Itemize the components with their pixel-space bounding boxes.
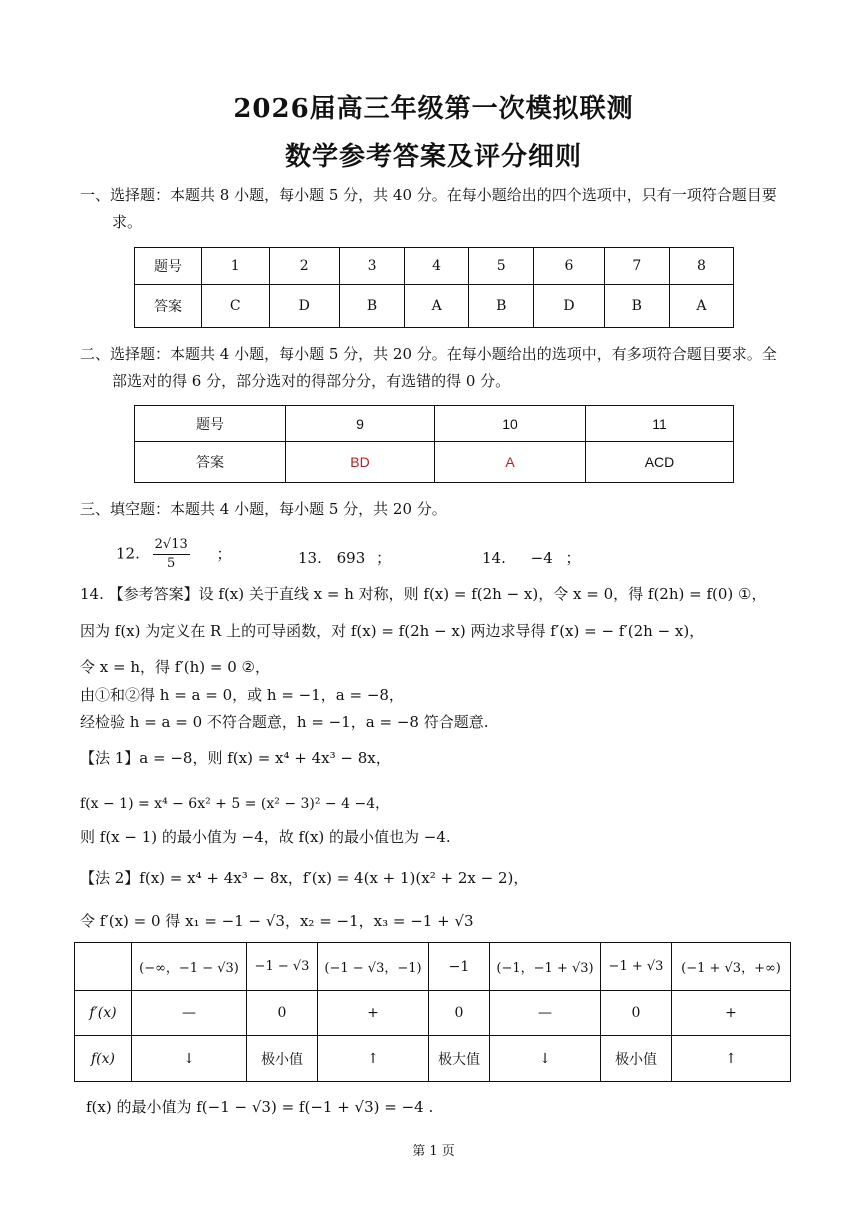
separator: ； — [376, 549, 392, 567]
solution-line: 因为 f(x) 为定义在 R 上的可导函数，对 f(x) = f(2h − x) 两边求导得 f′(x) = − f′(2h − x)， — [80, 622, 705, 640]
fraction — [153, 536, 190, 573]
table-cell: BD — [286, 442, 435, 483]
table-cell: ↑ — [672, 1036, 791, 1082]
page-title: 2026届高三年级第一次模拟联测 — [233, 94, 634, 124]
table-cell: 8 — [669, 248, 733, 285]
table-cell: — — [490, 991, 601, 1036]
table-cell: B — [469, 285, 534, 328]
table-cell: C — [202, 285, 270, 328]
table-row-label: f(x) — [75, 1036, 132, 1082]
fill-answer-13 — [298, 547, 391, 568]
table-header-cell: 答案 — [135, 442, 286, 483]
fill-answer-12 — [116, 536, 232, 573]
variation-table — [74, 942, 791, 1082]
method-1-expansion: f(x − 1) = x⁴ − 6x² + 5 = (x² − 3)² − 4 −4， — [80, 796, 390, 812]
table-header-cell: 题号 — [135, 248, 202, 285]
table-header-cell — [75, 943, 132, 991]
answer-value: 693 — [336, 549, 366, 567]
table-cell: 5 — [469, 248, 534, 285]
table-cell: 9 — [286, 406, 435, 442]
solution-line: 经检验 h = a = 0 不符合题意，h = −1，a = −8 符合题意. — [80, 713, 489, 731]
fraction-numerator: 2√13 — [153, 536, 190, 555]
section2-text-cont: 部选对的得 6 分，部分选对的得部分分，有选错的得 0 分。 — [112, 372, 511, 390]
table-cell: 极小值 — [247, 1036, 318, 1082]
question-number: 13. — [298, 549, 322, 567]
table-cell: A — [435, 442, 586, 483]
section2-text: 二、选择题：本题共 4 小题，每小题 5 分，共 20 分。在每小题给出的选项中，有多项符合题目要求。全 — [80, 345, 777, 363]
table-cell: B — [340, 285, 405, 328]
table-header-cell: 答案 — [135, 285, 202, 328]
table-cell: 6 — [534, 248, 604, 285]
table-cell: + — [672, 991, 791, 1036]
table-cell: A — [405, 285, 469, 328]
answer-value: −4 — [530, 549, 553, 567]
table-cell: + — [318, 991, 429, 1036]
section1-text: 一、选择题：本题共 8 小题，每小题 5 分，共 40 分。在每小题给出的四个选项中，只有一项符合题目要 — [80, 186, 777, 204]
question-number: 14. — [482, 549, 506, 567]
table-cell: ↓ — [132, 1036, 247, 1082]
table-cell: 0 — [601, 991, 672, 1036]
table-header-cell: (−∞，−1 − √3) — [132, 943, 247, 991]
method-2-line: 【法 2】f(x) = x⁴ + 4x³ − 8x，f′(x) = 4(x + 1)(x² + 2x − 2)， — [80, 869, 529, 887]
solution-line: 14. 【参考答案】设 f(x) 关于直线 x = h 对称，则 f(x) = f(2h − x)，令 x = 0，得 f(2h) = f(0) ①， — [80, 585, 767, 603]
fraction-denominator: 5 — [167, 556, 176, 571]
method-1-conclusion: 则 f(x − 1) 的最小值为 −4，故 f(x) 的最小值也为 −4. — [80, 828, 451, 846]
separator: ； — [216, 544, 232, 563]
solution-line: 令 x = h，得 f′(h) = 0 ②， — [80, 658, 270, 676]
table-cell: D — [534, 285, 604, 328]
table-header-cell: (−1 − √3，−1) — [318, 943, 429, 991]
section1-answer-table — [134, 247, 734, 328]
table-cell: 0 — [429, 991, 490, 1036]
table-cell: 极大值 — [429, 1036, 490, 1082]
table-cell: 0 — [247, 991, 318, 1036]
separator: ； — [565, 549, 581, 567]
table-header-cell: (−1 + √3，+∞) — [672, 943, 791, 991]
page-number: 第 1 页 — [412, 1144, 455, 1159]
table-cell: A — [669, 285, 733, 328]
table-cell: 7 — [604, 248, 669, 285]
final-conclusion: f(x) 的最小值为 f(−1 − √3) = f(−1 + √3) = −4 . — [86, 1098, 434, 1116]
fill-answer-14 — [482, 547, 581, 568]
method-1-line: 【法 1】a = −8，则 f(x) = x⁴ + 4x³ − 8x， — [80, 749, 391, 767]
section2-answer-table — [134, 405, 734, 483]
table-cell: B — [604, 285, 669, 328]
table-cell: D — [269, 285, 339, 328]
table-cell: ↑ — [318, 1036, 429, 1082]
table-cell: 2 — [269, 248, 339, 285]
question-number: 12. — [116, 544, 140, 563]
section1-text-cont: 求。 — [112, 213, 143, 231]
page-subtitle: 数学参考答案及评分细则 — [284, 142, 582, 172]
table-cell: 1 — [202, 248, 270, 285]
solution-line: 由①和②得 h = a = 0，或 h = −1，a = −8， — [80, 686, 404, 704]
section3-text: 三、填空题：本题共 4 小题，每小题 5 分，共 20 分。 — [80, 500, 447, 518]
table-cell: — — [132, 991, 247, 1036]
table-row-label: f′(x) — [75, 991, 132, 1036]
table-header-cell: −1 − √3 — [247, 943, 318, 991]
table-header-cell: 题号 — [135, 406, 286, 442]
table-cell: 3 — [340, 248, 405, 285]
critical-points-line: 令 f′(x) = 0 得 x₁ = −1 − √3，x₂ = −1，x₃ = −1 + √3 — [80, 912, 474, 930]
table-cell: 11 — [586, 406, 734, 442]
table-cell: ACD — [586, 442, 734, 483]
table-cell: ↓ — [490, 1036, 601, 1082]
table-cell: 极小值 — [601, 1036, 672, 1082]
table-header-cell: (−1，−1 + √3) — [490, 943, 601, 991]
table-header-cell: −1 — [429, 943, 490, 991]
table-cell: 10 — [435, 406, 586, 442]
table-header-cell: −1 + √3 — [601, 943, 672, 991]
table-cell: 4 — [405, 248, 469, 285]
